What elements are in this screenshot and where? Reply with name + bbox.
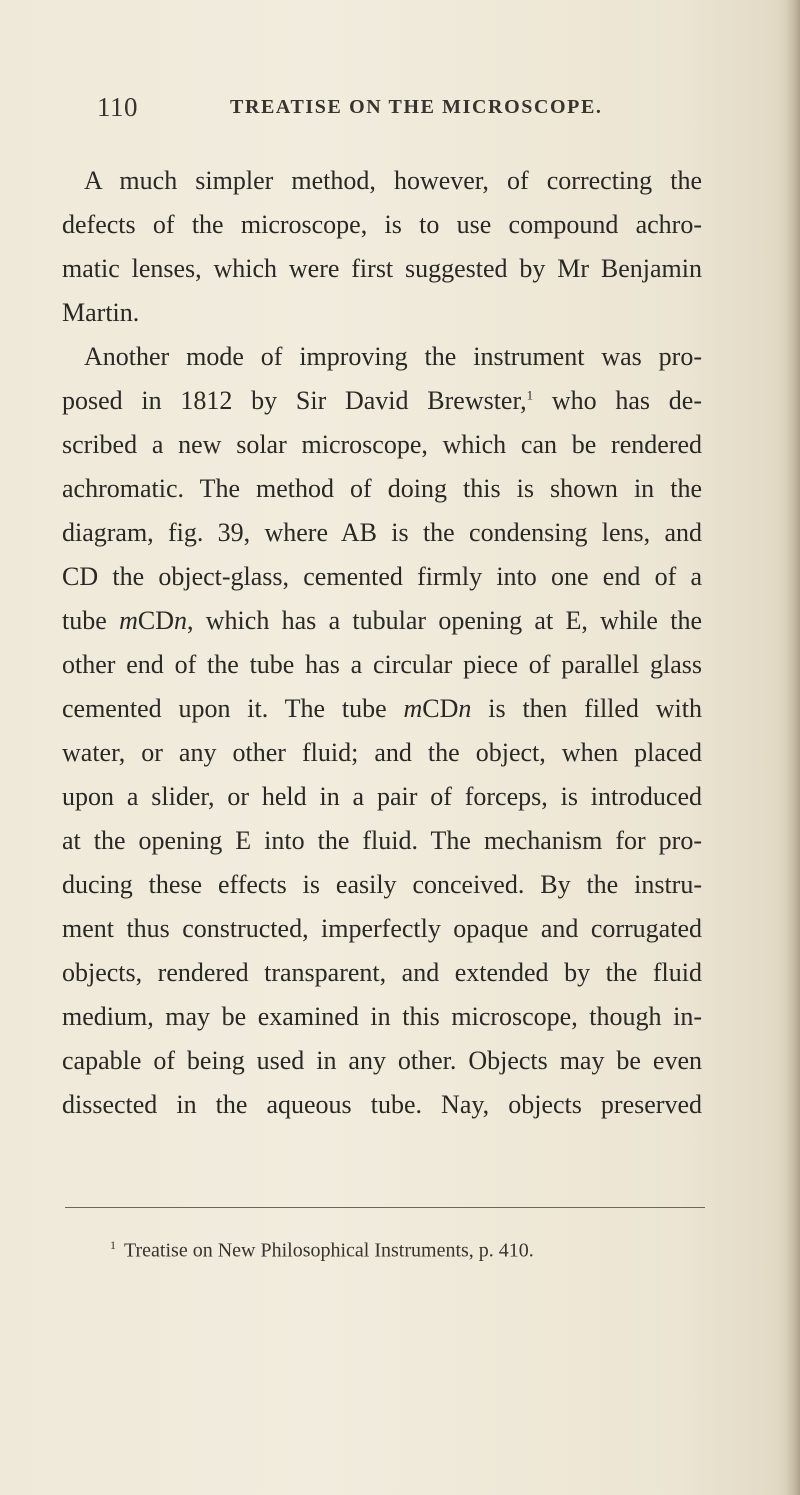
text-line: dissected in the aqueous tube. Nay, objects preserved [62,1090,702,1119]
text-line: tube mCDn, which has a tubular opening at E, while the [62,606,703,635]
text-line: objects, rendered transparent, and extended by the fluid [62,958,702,987]
text-line: Another mode of improving the instrument was pro- [84,342,702,371]
text-line: at the opening E into the fluid. The mechanism for pro- [62,826,702,855]
text-line: defects of the microscope, is to use compound achro- [62,210,702,239]
running-head: TREATISE ON THE MICROSCOPE. [230,96,603,118]
footnote-divider [65,1207,705,1208]
text-line: matic lenses, which were first suggested by Mr Benjamin [62,254,702,283]
text-line: ment thus constructed, imperfectly opaque and corrugated [62,914,702,943]
footnote-reference: 1 [526,387,534,403]
text-line: upon a slider, or held in a pair of forceps, is introduced [62,782,702,811]
text-line: posed in 1812 by Sir David Brewster,$^1$ who has de- [62,386,702,415]
footnote-text: Treatise on New Philosophical Instruments, p. 410. [124,1239,534,1262]
text-line: A much simpler method, however, of correcting the [84,166,702,195]
footnote-mark: 1 [110,1238,116,1252]
text-line: other end of the tube has a circular piece of parallel glass [62,650,702,679]
text-line: diagram, fig. 39, where AB is the condensing lens, and [62,518,702,547]
page-header [97,92,717,132]
text-line: cemented upon it. The tube mCDn is then filled with [62,694,703,723]
text-line: capable of being used in any other. Objects may be even [62,1046,702,1075]
text-line: scribed a new solar microscope, which can be rendered [62,430,702,459]
footnote [110,1238,710,1263]
text-line: water, or any other fluid; and the object, when placed [62,738,702,767]
text-line: CD the object-glass, cemented firmly into one end of a [62,562,702,591]
page-number: 110 [97,92,138,122]
page-edge-shadow [786,0,800,1495]
text-line: medium, may be examined in this microscope, though in- [62,1002,702,1031]
text-line: Martin. [62,298,140,327]
text-line: achromatic. The method of doing this is shown in the [62,474,702,503]
text-line: ducing these effects is easily conceived. By the instru- [62,870,702,899]
